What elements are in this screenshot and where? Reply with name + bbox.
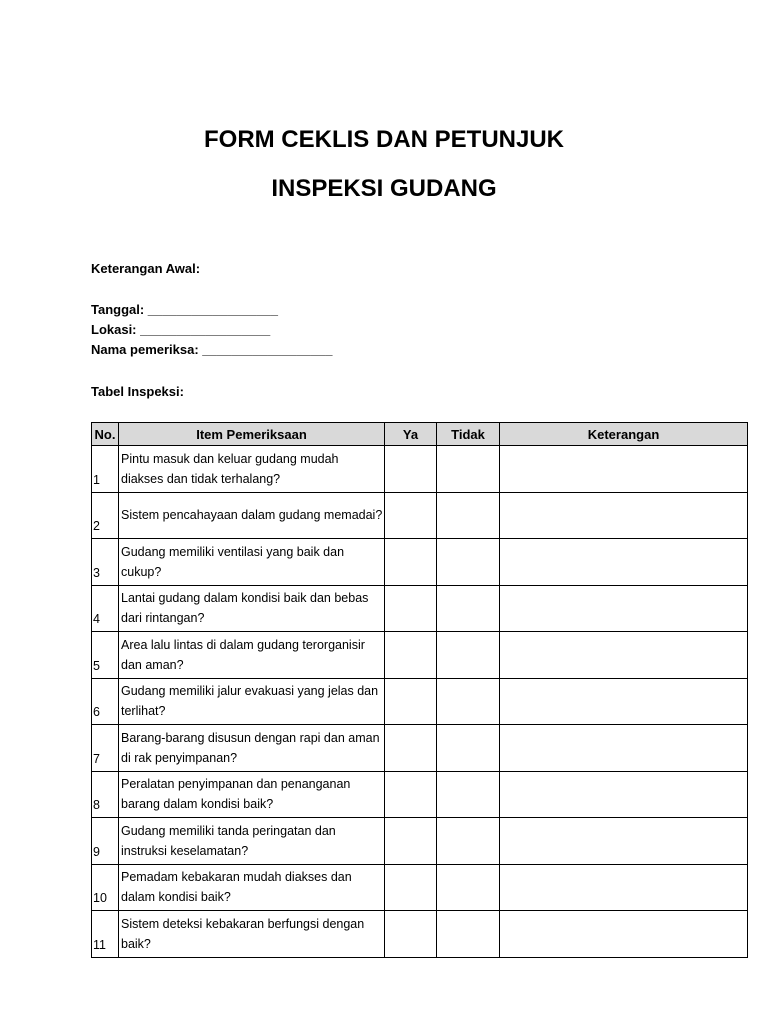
row-number: 11 bbox=[92, 911, 119, 958]
row-number: 10 bbox=[92, 864, 119, 911]
row-tidak-cell[interactable] bbox=[437, 911, 500, 958]
row-ya-cell[interactable] bbox=[385, 585, 437, 632]
table-body bbox=[92, 446, 748, 958]
intro-label: Keterangan Awal: bbox=[91, 261, 201, 276]
row-item-text: Area lalu lintas di dalam gudang terorganisir dan aman? bbox=[119, 632, 385, 679]
row-tidak-cell[interactable] bbox=[437, 725, 500, 772]
row-ya-cell[interactable] bbox=[385, 446, 437, 493]
header-keterangan: Keterangan bbox=[500, 423, 748, 446]
row-number: 4 bbox=[92, 585, 119, 632]
row-keterangan-cell[interactable] bbox=[500, 818, 748, 865]
row-item-text: Sistem deteksi kebakaran berfungsi dengan baik? bbox=[119, 911, 385, 958]
header-ya: Ya bbox=[385, 423, 437, 446]
row-number: 9 bbox=[92, 818, 119, 865]
row-item-text: Sistem pencahayaan dalam gudang memadai? bbox=[119, 492, 385, 539]
header-tidak: Tidak bbox=[437, 423, 500, 446]
row-tidak-cell[interactable] bbox=[437, 539, 500, 586]
row-item-text: Pintu masuk dan keluar gudang mudah diakses dan tidak terhalang? bbox=[119, 446, 385, 493]
table-row bbox=[92, 911, 748, 958]
table-row bbox=[92, 771, 748, 818]
table-label: Tabel Inspeksi: bbox=[91, 384, 184, 399]
row-tidak-cell[interactable] bbox=[437, 492, 500, 539]
field-nama-pemeriksa: Nama pemeriksa: __________________ bbox=[91, 342, 333, 357]
table-row bbox=[92, 632, 748, 679]
row-item-text: Peralatan penyimpanan dan penanganan barang dalam kondisi baik? bbox=[119, 771, 385, 818]
row-ya-cell[interactable] bbox=[385, 818, 437, 865]
row-keterangan-cell[interactable] bbox=[500, 725, 748, 772]
row-number: 7 bbox=[92, 725, 119, 772]
row-item-text: Gudang memiliki tanda peringatan dan instruksi keselamatan? bbox=[119, 818, 385, 865]
row-item-text: Gudang memiliki ventilasi yang baik dan cukup? bbox=[119, 539, 385, 586]
row-item-text: Barang-barang disusun dengan rapi dan aman di rak penyimpanan? bbox=[119, 725, 385, 772]
row-tidak-cell[interactable] bbox=[437, 632, 500, 679]
row-tidak-cell[interactable] bbox=[437, 771, 500, 818]
row-ya-cell[interactable] bbox=[385, 539, 437, 586]
table-header-row bbox=[92, 423, 748, 446]
inspection-table bbox=[91, 422, 748, 958]
row-keterangan-cell[interactable] bbox=[500, 585, 748, 632]
row-keterangan-cell[interactable] bbox=[500, 771, 748, 818]
table-row bbox=[92, 492, 748, 539]
row-keterangan-cell[interactable] bbox=[500, 446, 748, 493]
row-ya-cell[interactable] bbox=[385, 725, 437, 772]
row-ya-cell[interactable] bbox=[385, 864, 437, 911]
table-row bbox=[92, 539, 748, 586]
row-number: 6 bbox=[92, 678, 119, 725]
header-item: Item Pemeriksaan bbox=[119, 423, 385, 446]
row-number: 5 bbox=[92, 632, 119, 679]
row-tidak-cell[interactable] bbox=[437, 818, 500, 865]
document-title-line-1: FORM CEKLIS DAN PETUNJUK bbox=[203, 126, 564, 153]
row-number: 3 bbox=[92, 539, 119, 586]
row-keterangan-cell[interactable] bbox=[500, 911, 748, 958]
table-row bbox=[92, 585, 748, 632]
row-ya-cell[interactable] bbox=[385, 492, 437, 539]
row-number: 1 bbox=[92, 446, 119, 493]
row-keterangan-cell[interactable] bbox=[500, 539, 748, 586]
row-item-text: Gudang memiliki jalur evakuasi yang jelas dan terlihat? bbox=[119, 678, 385, 725]
table-row bbox=[92, 864, 748, 911]
document-title-line-2: INSPEKSI GUDANG bbox=[271, 175, 497, 202]
table-row bbox=[92, 725, 748, 772]
row-keterangan-cell[interactable] bbox=[500, 864, 748, 911]
row-ya-cell[interactable] bbox=[385, 632, 437, 679]
row-ya-cell[interactable] bbox=[385, 911, 437, 958]
row-tidak-cell[interactable] bbox=[437, 864, 500, 911]
row-ya-cell[interactable] bbox=[385, 678, 437, 725]
field-lokasi: Lokasi: __________________ bbox=[91, 322, 271, 337]
row-item-text: Pemadam kebakaran mudah diakses dan dalam kondisi baik? bbox=[119, 864, 385, 911]
table-row bbox=[92, 678, 748, 725]
field-tanggal: Tanggal: __________________ bbox=[91, 302, 278, 317]
row-keterangan-cell[interactable] bbox=[500, 678, 748, 725]
row-tidak-cell[interactable] bbox=[437, 678, 500, 725]
row-keterangan-cell[interactable] bbox=[500, 492, 748, 539]
form-fields bbox=[91, 300, 332, 360]
table-row bbox=[92, 446, 748, 493]
table-row bbox=[92, 818, 748, 865]
row-number: 2 bbox=[92, 492, 119, 539]
row-item-text: Lantai gudang dalam kondisi baik dan bebas dari rintangan? bbox=[119, 585, 385, 632]
row-keterangan-cell[interactable] bbox=[500, 632, 748, 679]
header-no: No. bbox=[92, 423, 119, 446]
row-number: 8 bbox=[92, 771, 119, 818]
row-ya-cell[interactable] bbox=[385, 771, 437, 818]
row-tidak-cell[interactable] bbox=[437, 585, 500, 632]
row-tidak-cell[interactable] bbox=[437, 446, 500, 493]
